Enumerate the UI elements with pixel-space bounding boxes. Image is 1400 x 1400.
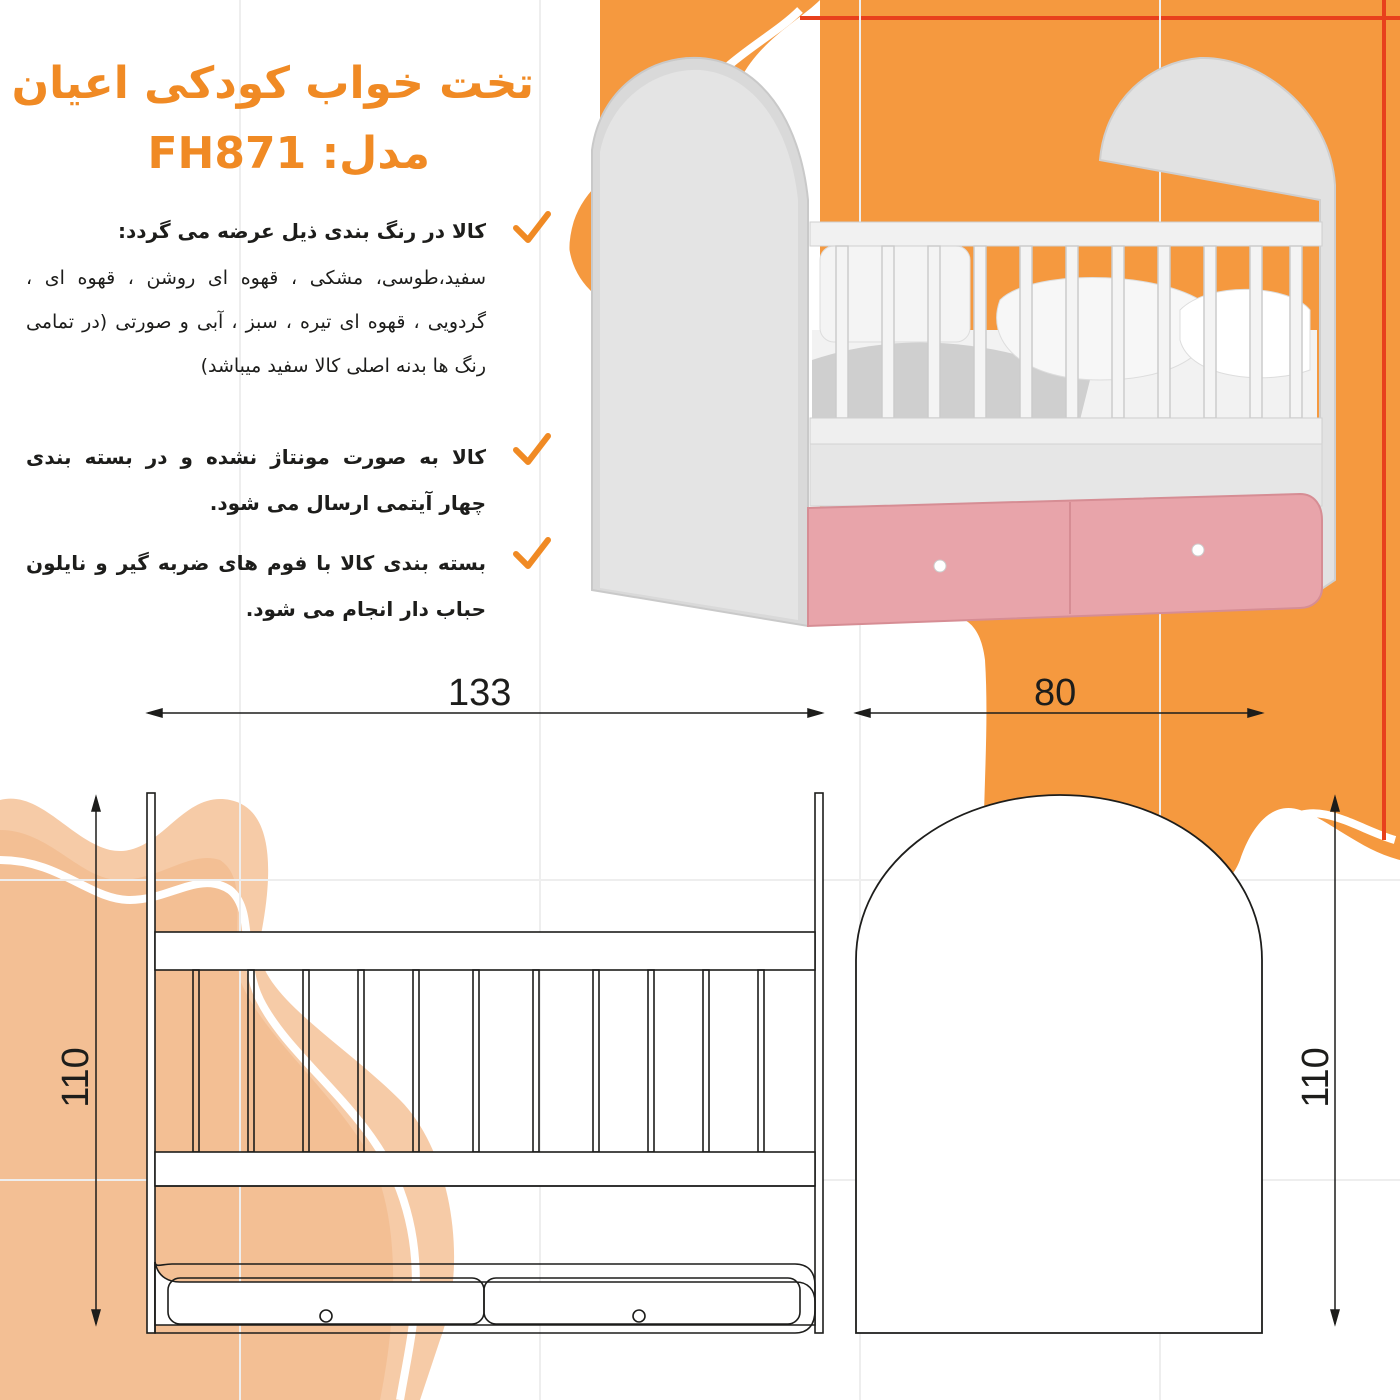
bullet-1-text: سفید،طوسی، مشکی ، قهوه ای روشن ، قهوه ای ، گردویی ، قهوه ای تیره ، سبز ، آبی و صورتی (در تمامی رنگ ها بدنه اصلی کالا سفید میباشد) <box>26 267 486 377</box>
crib-drawer-knob-left <box>934 560 946 572</box>
model-line <box>148 128 431 179</box>
model-code: FH871 <box>147 128 307 179</box>
crib-drawer <box>808 494 1322 626</box>
check-icon <box>516 214 548 240</box>
bullet-2-text: کالا به صورت مونتاژ نشده و در بسته بندی چهار آیتمی ارسال می شود. <box>26 445 486 515</box>
bullet-3-text: بسته بندی کالا با فوم های ضربه گیر و نایلون حباب دار انجام می شود. <box>26 551 486 621</box>
check-icon <box>516 540 548 566</box>
model-label: مدل: <box>321 128 430 179</box>
side-elevation-drawing <box>856 795 1262 1333</box>
dimension-depth-label: 80 <box>1034 672 1077 714</box>
check-icon <box>516 436 548 462</box>
dimension-height-front-label: 110 <box>54 1047 97 1108</box>
dimension-height-side-label: 110 <box>1294 1047 1337 1108</box>
crib-top-rail <box>810 222 1322 246</box>
bullet-1-heading: کالا در رنگ بندی ذیل عرضه می گردد: <box>117 219 486 243</box>
page-title: تخت خواب کودکی اعیان <box>11 58 534 109</box>
crib-drawer-knob-right <box>1192 544 1204 556</box>
dimension-width-label: 133 <box>448 672 512 714</box>
crib-bottom-rail <box>810 418 1322 444</box>
crib-left-panel-face <box>600 70 798 620</box>
